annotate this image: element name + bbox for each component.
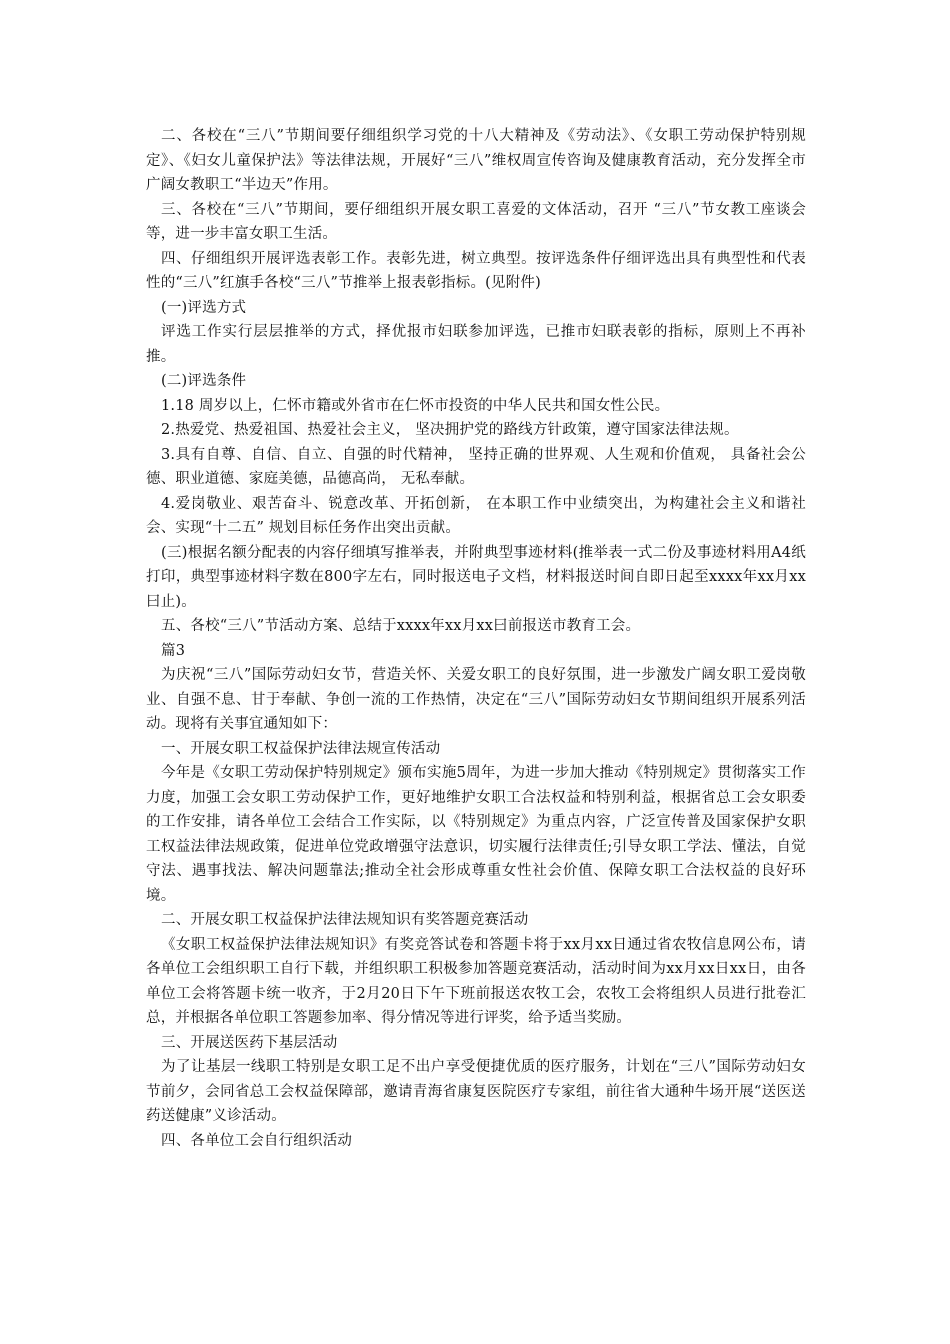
criteria-item-2: 2.热爱党、热爱祖国、热爱社会主义， 坚决拥护党的路线方针政策，遵守国家法律法规。 (161, 422, 739, 438)
paragraph-activity-plan-deadline: 五、各校“三八”节活动方案、总结于xxxx年xx月xx曰前报送市教育工会。 (161, 618, 641, 634)
paragraph-recommendation-form: (三)根据名额分配表的内容仔细填写推举表，并附典型事迹材料(推举表一式二份及事迹材料用A4纸打印，典型事迹材料字数在800字左右，同时报送电子文档，材料报送时间自即日起至xxxx年xx月xx曰止)。 (146, 544, 806, 610)
paragraph-quiz-competition: 《女职工权益保护法律法规知识》有奖竞答试卷和答题卡将于xx月xx日通过省农牧信息网公布，请各单位工会组织职工自行下载，并组织职工积极参加答题竞赛活动，活动时间为xx月xx日xx日，由各单位工会将答题卡统一收齐，于2月20日下午下班前报送农牧工会，农牧工会将组织人员进行批卷汇总，并根据各单位职工答题参加率、得分情况等进行评奖，给予适当奖励。 (146, 936, 806, 1026)
heading-selection-method: (一)评选方式 (161, 299, 247, 316)
criteria-item-4: 4.爱岗敬业、艰苦奋斗、锐意改革、开拓创新， 在本职工作中业绩突出，为构建社会主义和谐社会、实现“十二五” 规划目标任务作出突出贡献。 (146, 495, 806, 536)
paragraph-medical-service: 为了让基层一线职工特别是女职工足不出户享受便捷优质的医疗服务，计划在“三八”国际劳动妇女节前夕，会同省总工会权益保障部，邀请青海省康复医院医疗专家组，前往省大通种牛场开展“送医送药送健康”义诊活动。 (146, 1059, 806, 1124)
criteria-item-3: 3.具有自尊、自信、自立、自强的时代精神， 坚持正确的世界观、人生观和价值观， 具备社会公德、职业道德、家庭美德，品德高尚， 无私奉献。 (146, 446, 806, 487)
paragraph-selection-method: 评选工作实行层层推举的方式，择优报市妇联参加评选，已推市妇联表彰的指标，原则上不再补推。 (146, 324, 806, 365)
paragraph-celebration-intro: 为庆祝“三八”国际劳动妇女节，营造关怀、关爱女职工的良好氛围，进一步激发广阔女职工爱岗敬业、自强不息、甘于奉献、争创一流的工作热情，决定在“三八”国际劳动妇女节期间组织开展系列活动。现将有关事宜通知如下： (146, 667, 806, 732)
document-body (146, 124, 806, 1153)
paragraph-law-publicity: 今年是《女职工劳动保护特别规定》颁布实施5周年，为进一步加大推动《特别规定》贯彻落实工作力度，加强工会女职工劳动保护工作，更好地维护女职工合法权益和特别利益，根据省总工会女职委的工作安排，请各单位工会结合工作实际，以《特别规定》为重点内容，广泛宣传普及国家保护女职工权益法律法规政策，促进单位党政增强守法意识，切实履行法律责任;引导女职工学法、懂法，自觉守法、遇事找法、解决问题靠法;推动全社会形成尊重女性社会价值、保障女职工合法权益的良好环境。 (146, 765, 806, 904)
heading-selection-criteria: (二)评选条件 (161, 373, 247, 389)
paragraph-selection-commendation: 四、仔细组织开展评选表彰工作。表彰先进，树立典型。按评选条件仔细评选出具有典型性和代表性的“三八”红旗手各校“三八”节推举上报表彰指标。(见附件) (146, 250, 806, 291)
criteria-item-1: 1.18 周岁以上，仁怀市籍或外省市在仁怀市投资的中华人民共和国女性公民。 (161, 397, 670, 414)
paragraph-cultural-activities: 三、各校在“三八”节期间，要仔细组织开展女职工喜爱的文体活动，召开 “三八”节女教工座谈会等，进一步丰富女职工生活。 (146, 201, 806, 242)
heading-self-organized-activities: 四、各单位工会自行组织活动 (161, 1132, 353, 1149)
heading-quiz-competition: 二、开展女职工权益保护法律法规知识有奖答题竞赛活动 (161, 912, 529, 928)
paragraph-study-laws: 二、各校在“三八”节期间要仔细组织学习党的十八大精神及《劳动法》、《女职工劳动保护特别规定》、《妇女儿童保护法》等法律法规，开展好“三八”维权周宣传咨询及健康教育活动，充分发挥全市广阔女教职工“半边天”作用。 (146, 128, 806, 193)
section-heading-part-3: 篇3 (161, 642, 186, 659)
heading-law-publicity: 一、开展女职工权益保护法律法规宣传活动 (161, 740, 441, 757)
heading-medical-service: 三、开展送医药下基层活动 (161, 1034, 338, 1051)
